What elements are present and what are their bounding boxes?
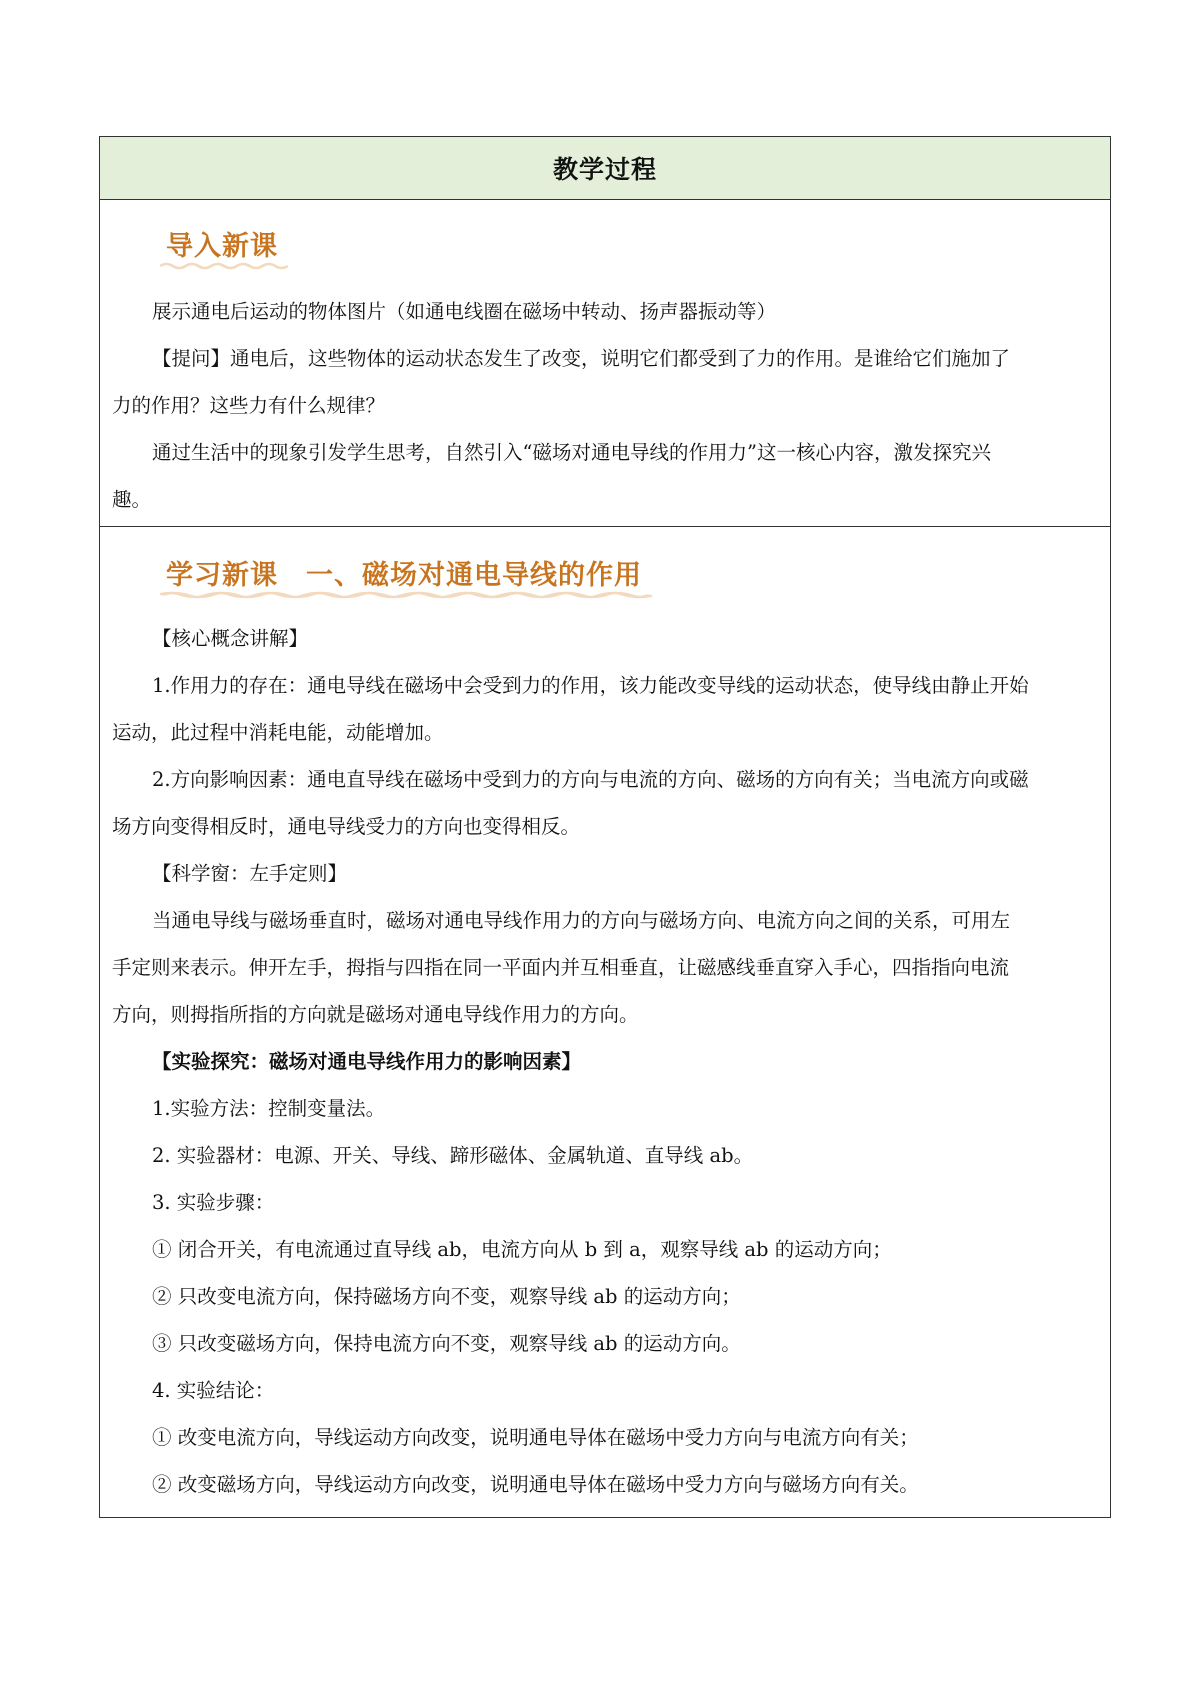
lesson-line: 1.作用力的存在：通电导线在磁场中会受到力的作用，该力能改变导线的运动状态，使导线由静止开始 <box>152 674 1029 697</box>
lesson-line: 1.实验方法：控制变量法。 <box>152 1097 386 1120</box>
lesson-line: ③ 只改变磁场方向，保持电流方向不变，观察导线 ab 的运动方向。 <box>152 1332 741 1355</box>
heading-underline-wave <box>160 590 652 600</box>
lesson-line: ① 改变电流方向，导线运动方向改变，说明通电导体在磁场中受力方向与电流方向有关； <box>152 1426 919 1449</box>
intro-text <box>112 288 1098 523</box>
intro-line: 趣。 <box>112 488 152 511</box>
intro-line: 展示通电后运动的物体图片（如通电线圈在磁场中转动、扬声器振动等） <box>152 300 777 323</box>
intro-line: 通过生活中的现象引发学生思考，自然引入“磁场对通电导线的作用力”这一核心内容，激发探究兴 <box>152 441 991 464</box>
new-lesson-text <box>112 615 1098 1508</box>
table-title: 教学过程 <box>552 155 657 184</box>
lesson-line: ① 闭合开关，有电流通过直导线 ab，电流方向从 b 到 a，观察导线 ab 的运动方向； <box>152 1238 892 1261</box>
lesson-line: ② 只改变电流方向，保持磁场方向不变，观察导线 ab 的运动方向； <box>152 1285 741 1308</box>
lesson-line: 2.方向影响因素：通电直导线在磁场中受到力的方向与电流的方向、磁场的方向有关；当电流方向或磁 <box>152 768 1029 791</box>
new-lesson-heading <box>166 553 642 592</box>
lesson-line: 【科学窗：左手定则】 <box>152 862 348 885</box>
lesson-line: 3. 实验步骤： <box>152 1191 275 1214</box>
lesson-table <box>99 136 1111 1518</box>
lesson-line: 方向，则拇指所指的方向就是磁场对通电导线作用力的方向。 <box>112 1003 639 1026</box>
lesson-line: 【核心概念讲解】 <box>152 627 309 650</box>
new-lesson-section <box>100 527 1110 1517</box>
lesson-line: 【实验探究：磁场对通电导线作用力的影响因素】 <box>152 1050 582 1073</box>
intro-line: 【提问】通电后，这些物体的运动状态发生了改变，说明它们都受到了力的作用。是谁给它们施加了 <box>152 347 1011 370</box>
intro-heading-text: 导入新课 <box>166 231 278 262</box>
lesson-line: 4. 实验结论： <box>152 1379 275 1402</box>
lesson-line: ② 改变磁场方向，导线运动方向改变，说明通电导体在磁场中受力方向与磁场方向有关。 <box>152 1473 919 1496</box>
lesson-line: 运动，此过程中消耗电能，动能增加。 <box>112 721 444 744</box>
lesson-line: 2. 实验器材：电源、开关、导线、蹄形磁体、金属轨道、直导线 ab。 <box>152 1144 754 1167</box>
new-lesson-heading-text: 学习新课 一、磁场对通电导线的作用 <box>166 560 642 591</box>
lesson-line: 当通电导线与磁场垂直时，磁场对通电导线作用力的方向与磁场方向、电流方向之间的关系，可用左 <box>152 909 1011 932</box>
intro-section <box>100 200 1110 527</box>
intro-line: 力的作用？这些力有什么规律？ <box>112 394 386 417</box>
lesson-line: 手定则来表示。伸开左手，拇指与四指在同一平面内并互相垂直，让磁感线垂直穿入手心，四指指向电流 <box>112 956 1010 979</box>
lesson-line: 场方向变得相反时，通电导线受力的方向也变得相反。 <box>112 815 581 838</box>
heading-underline-wave <box>160 261 288 271</box>
table-header <box>100 137 1110 200</box>
intro-heading <box>166 224 278 263</box>
